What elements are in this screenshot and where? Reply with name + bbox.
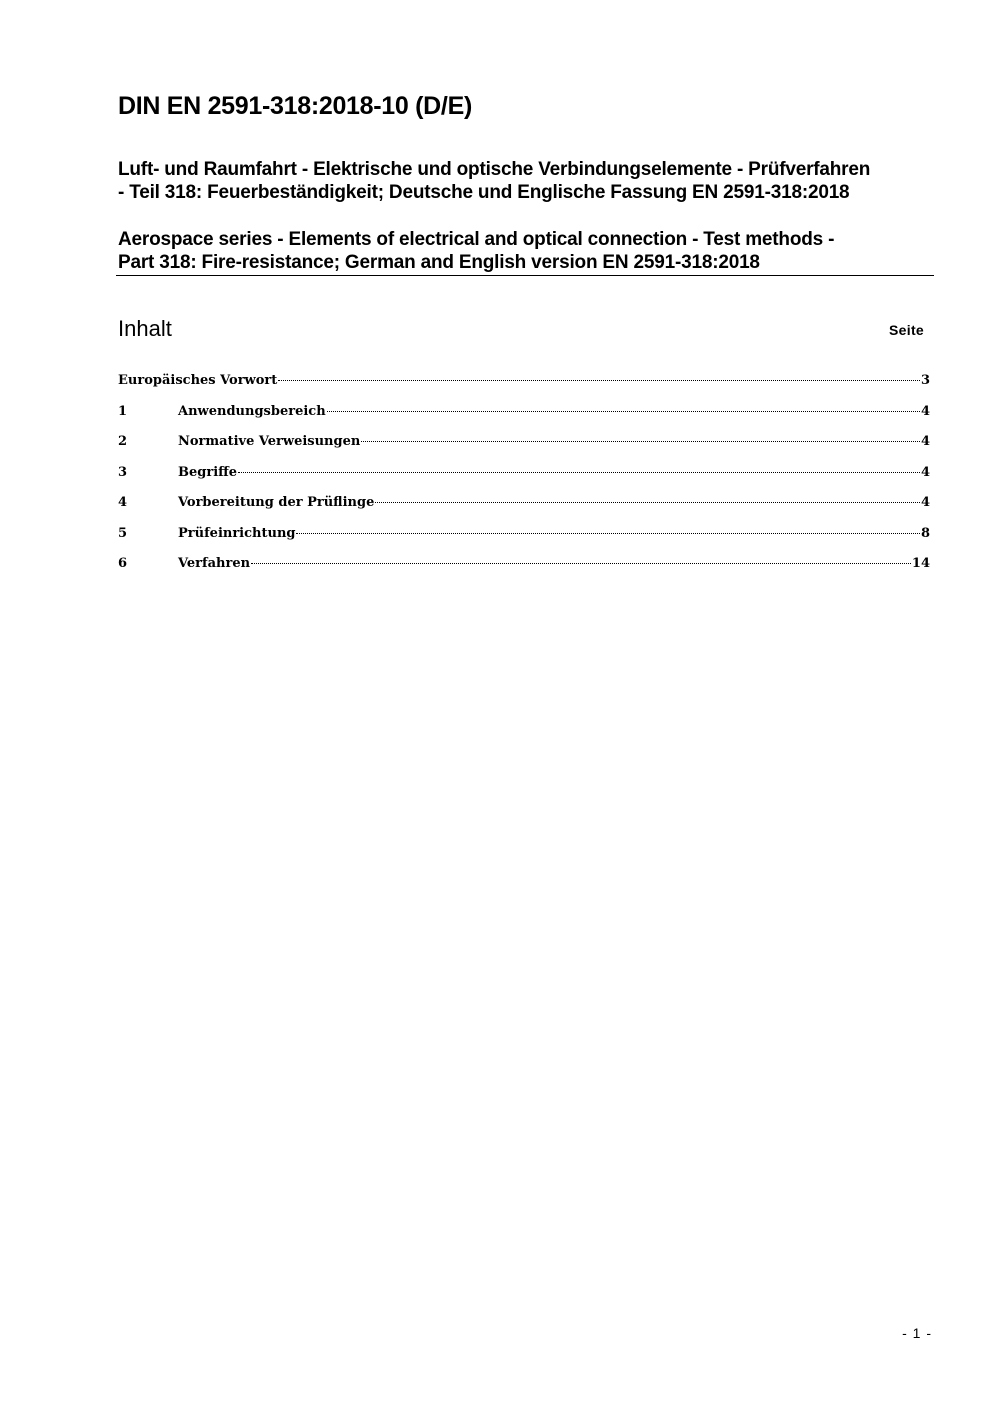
toc-entry-page: 8 [920, 525, 930, 541]
toc-entry-title: Europäisches Vorwort [118, 373, 278, 388]
subtitle-german [118, 158, 870, 204]
toc-entry-page: 4 [920, 434, 930, 449]
toc-dot-leader [296, 533, 919, 534]
toc-entry-test-apparatus[interactable] [118, 523, 930, 554]
toc-entry-number: 4 [118, 495, 128, 510]
toc-entry-page: 4 [920, 403, 930, 419]
table-of-contents [118, 370, 930, 584]
toc-entry-terms[interactable] [118, 462, 930, 493]
toc-entry-page: 4 [920, 495, 930, 510]
toc-entry-number: 5 [118, 525, 128, 541]
toc-dot-leader [361, 441, 920, 442]
toc-entry-title: Begriffe [178, 464, 238, 480]
toc-entry-number: 1 [118, 403, 128, 419]
toc-entry-specimen-preparation[interactable] [118, 492, 930, 523]
subtitle-german-line-1: Luft- und Raumfahrt - Elektrische und optische Verbindungselemente - Prüfverfahren [118, 159, 871, 180]
page-number: - 1 - [902, 1325, 932, 1341]
toc-entry-title: Anwendungsbereich [178, 403, 326, 419]
toc-entry-page: 3 [920, 373, 930, 388]
toc-entry-page: 4 [920, 464, 930, 480]
subtitle-english [118, 228, 834, 274]
page-column-label: Seite [889, 322, 924, 338]
toc-dot-leader [327, 411, 920, 412]
subtitle-english-line-1: Aerospace series - Elements of electrical and optical connection - Test methods - [118, 229, 835, 250]
toc-entry-title: Normative Verweisungen [178, 434, 361, 449]
toc-entry-number: 6 [118, 556, 128, 571]
toc-entry-title: Vorbereitung der Prüflinge [178, 495, 375, 510]
toc-entry-number: 3 [118, 464, 128, 480]
toc-entry-procedure[interactable] [118, 553, 930, 584]
toc-entry-page: 14 [911, 556, 930, 571]
toc-dot-leader [375, 502, 920, 503]
toc-entry-foreword[interactable] [118, 370, 930, 401]
toc-dot-leader [278, 380, 920, 381]
title-divider [116, 275, 934, 276]
toc-entry-number: 2 [118, 434, 128, 449]
toc-entry-title: Prüfeinrichtung [178, 525, 296, 541]
document-title: DIN EN 2591-318:2018-10 (D/E) [118, 92, 472, 120]
toc-entry-normative-references[interactable] [118, 431, 930, 462]
toc-entry-scope[interactable] [118, 401, 930, 432]
toc-dot-leader [238, 472, 920, 473]
contents-heading: Inhalt [118, 316, 172, 341]
toc-dot-leader [251, 563, 911, 564]
subtitle-german-line-2: - Teil 318: Feuerbeständigkeit; Deutsche und Englische Fassung EN 2591-318:2018 [118, 182, 850, 203]
toc-entry-title: Verfahren [178, 556, 251, 571]
subtitle-english-line-2: Part 318: Fire-resistance; German and English version EN 2591-318:2018 [118, 252, 760, 273]
